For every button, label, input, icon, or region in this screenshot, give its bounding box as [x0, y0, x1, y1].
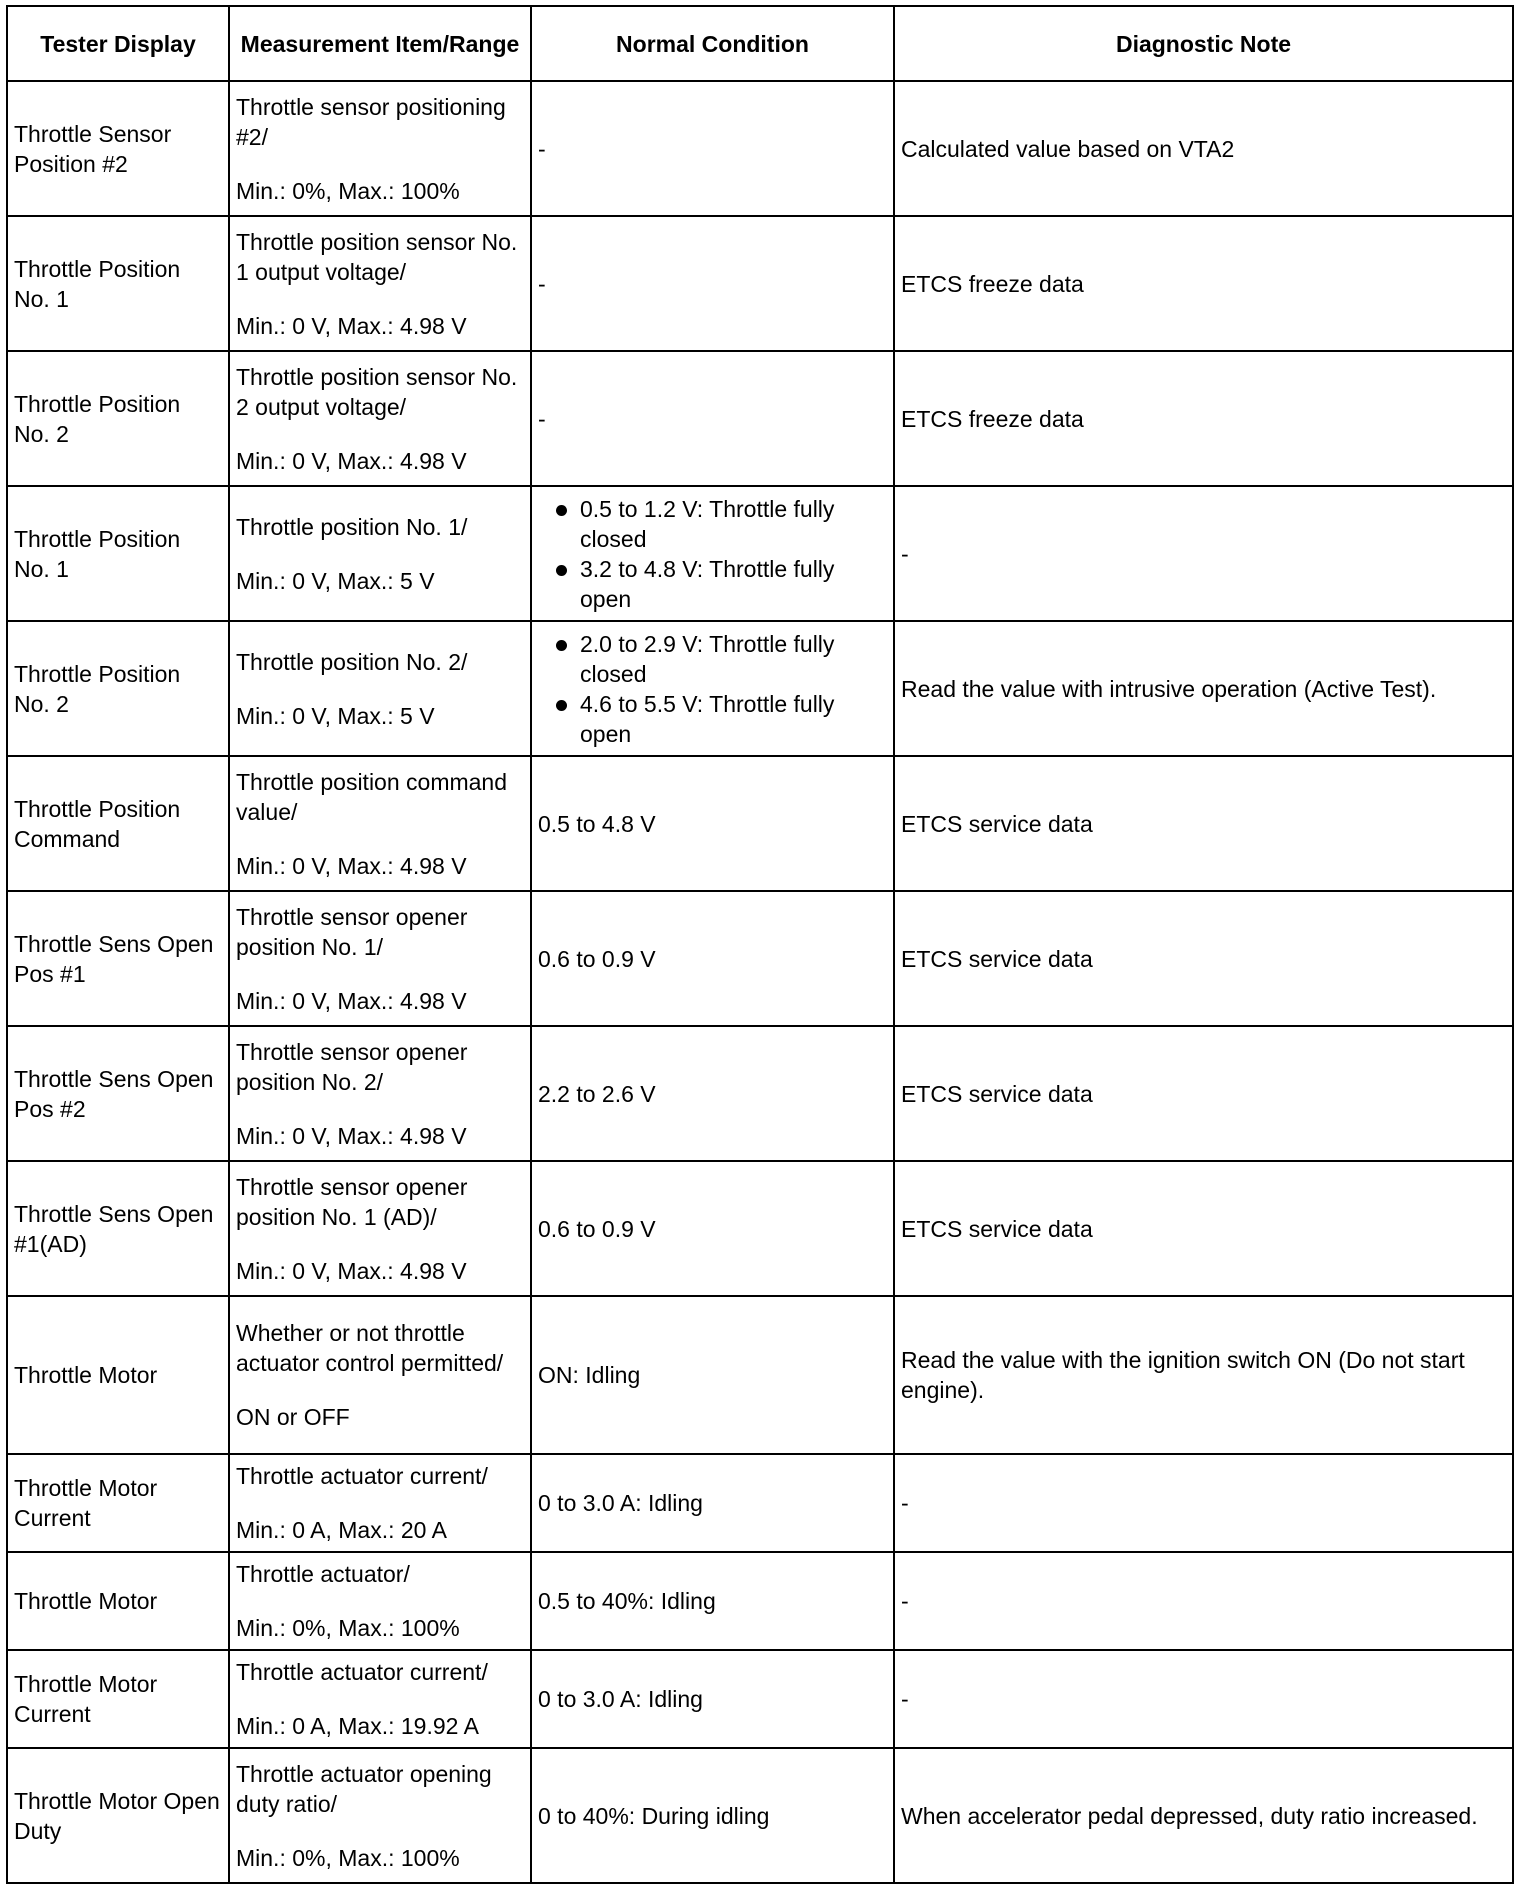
- normal-condition-cell: 0.6 to 0.9 V: [531, 1161, 894, 1296]
- diagnostic-note-cell: Read the value with intrusive operation (Active Test).: [894, 621, 1513, 756]
- measurement-range: Min.: 0%, Max.: 100%: [236, 1615, 460, 1641]
- normal-condition-cell: -: [531, 81, 894, 216]
- normal-condition-cell: -: [531, 351, 894, 486]
- diagnostic-note-cell: -: [894, 486, 1513, 621]
- table-row: [7, 1026, 1513, 1161]
- tester-display-cell: Throttle Position No. 1: [7, 486, 229, 621]
- table-row: [7, 1748, 1513, 1883]
- bullet-icon: [556, 505, 567, 516]
- normal-condition-cell: 2.2 to 2.6 V: [531, 1026, 894, 1161]
- measurement-cell: [229, 1296, 531, 1454]
- measurement-cell: [229, 351, 531, 486]
- measurement-range: ON or OFF: [236, 1404, 350, 1430]
- list-item: [532, 629, 893, 689]
- table-row: [7, 351, 1513, 486]
- table-row: [7, 81, 1513, 216]
- diagnostic-note-cell: ETCS service data: [894, 1161, 1513, 1296]
- measurement-item: Throttle actuator opening duty ratio/: [236, 1760, 492, 1817]
- header-row: [7, 6, 1513, 81]
- normal-condition-cell: [531, 621, 894, 756]
- tester-display-cell: Throttle Position No. 1: [7, 216, 229, 351]
- measurement-cell: [229, 486, 531, 621]
- measurement-range: Min.: 0 A, Max.: 19.92 A: [236, 1713, 479, 1739]
- measurement-cell: [229, 756, 531, 891]
- bullet-text: 4.6 to 5.5 V: Throttle fully open: [580, 690, 835, 747]
- table-row: [7, 1650, 1513, 1748]
- diagnostic-note-cell: ETCS service data: [894, 756, 1513, 891]
- diagnostic-note-cell: ETCS freeze data: [894, 351, 1513, 486]
- tester-display-cell: Throttle Position No. 2: [7, 621, 229, 756]
- diagnostic-note-cell: Calculated value based on VTA2: [894, 81, 1513, 216]
- measurement-cell: [229, 891, 531, 1026]
- measurement-range: Min.: 0%, Max.: 100%: [236, 1844, 460, 1871]
- measurement-item: Throttle position No. 2/: [236, 648, 468, 675]
- normal-condition-cell: 0.5 to 4.8 V: [531, 756, 894, 891]
- normal-condition-cell: ON: Idling: [531, 1296, 894, 1454]
- measurement-cell: [229, 1650, 531, 1748]
- table-row: [7, 1296, 1513, 1454]
- measurement-cell: [229, 1026, 531, 1161]
- header-normal-condition: Normal Condition: [531, 6, 894, 81]
- header-diagnostic-note: Diagnostic Note: [894, 6, 1513, 81]
- measurement-range: Min.: 0 V, Max.: 4.98 V: [236, 987, 467, 1014]
- data-table: [6, 5, 1514, 1884]
- diagnostic-note-cell: -: [894, 1552, 1513, 1650]
- bullet-icon: [556, 640, 567, 651]
- measurement-cell: [229, 81, 531, 216]
- normal-condition-list: [532, 629, 893, 749]
- measurement-item: Throttle sensor positioning #2/: [236, 93, 506, 150]
- tester-display-cell: Throttle Motor Current: [7, 1454, 229, 1552]
- bullet-text: 0.5 to 1.2 V: Throttle fully closed: [580, 495, 835, 552]
- measurement-cell: [229, 1748, 531, 1883]
- measurement-range: Min.: 0 V, Max.: 4.98 V: [236, 447, 467, 474]
- measurement-item: Whether or not throttle actuator control permitted/: [236, 1320, 504, 1376]
- bullet-icon: [556, 565, 567, 576]
- tester-display-cell: Throttle Position No. 2: [7, 351, 229, 486]
- table-row: [7, 1454, 1513, 1552]
- measurement-cell: [229, 1161, 531, 1296]
- diagnostic-note-cell: ETCS service data: [894, 891, 1513, 1026]
- header-tester-display: Tester Display: [7, 6, 229, 81]
- measurement-range: Min.: 0%, Max.: 100%: [236, 177, 460, 204]
- measurement-item: Throttle sensor opener position No. 1 (AD)/: [236, 1173, 468, 1230]
- tester-display-cell: Throttle Sens Open #1(AD): [7, 1161, 229, 1296]
- measurement-range: Min.: 0 V, Max.: 5 V: [236, 567, 435, 594]
- measurement-range: Min.: 0 V, Max.: 4.98 V: [236, 1257, 467, 1284]
- measurement-range: Min.: 0 V, Max.: 4.98 V: [236, 312, 467, 339]
- measurement-range: Min.: 0 V, Max.: 4.98 V: [236, 852, 467, 879]
- normal-condition-cell: 0 to 3.0 A: Idling: [531, 1650, 894, 1748]
- table-row: [7, 891, 1513, 1026]
- tester-display-cell: Throttle Sens Open Pos #2: [7, 1026, 229, 1161]
- tester-display-cell: Throttle Position Command: [7, 756, 229, 891]
- table-row: [7, 486, 1513, 621]
- table-row: [7, 756, 1513, 891]
- tester-display-cell: Throttle Motor: [7, 1552, 229, 1650]
- normal-condition-cell: 0 to 3.0 A: Idling: [531, 1454, 894, 1552]
- table-row: [7, 1552, 1513, 1650]
- tester-display-cell: Throttle Motor Current: [7, 1650, 229, 1748]
- bullet-icon: [556, 700, 567, 711]
- measurement-item: Throttle actuator current/: [236, 1463, 488, 1489]
- diagnostic-note-cell: Read the value with the ignition switch ON (Do not start engine).: [894, 1296, 1513, 1454]
- normal-condition-cell: -: [531, 216, 894, 351]
- measurement-range: Min.: 0 V, Max.: 4.98 V: [236, 1122, 467, 1149]
- measurement-range: Min.: 0 A, Max.: 20 A: [236, 1517, 447, 1543]
- bullet-text: 2.0 to 2.9 V: Throttle fully closed: [580, 630, 835, 687]
- measurement-item: Throttle position sensor No. 1 output voltage/: [236, 228, 518, 285]
- diagnostic-note-cell: ETCS service data: [894, 1026, 1513, 1161]
- diagnostic-note-cell: -: [894, 1454, 1513, 1552]
- table-row: [7, 216, 1513, 351]
- table-row: [7, 1161, 1513, 1296]
- measurement-cell: [229, 1454, 531, 1552]
- measurement-item: Throttle sensor opener position No. 1/: [236, 903, 468, 960]
- tester-display-cell: Throttle Motor: [7, 1296, 229, 1454]
- measurement-item: Throttle actuator current/: [236, 1659, 488, 1685]
- diagnostic-note-cell: -: [894, 1650, 1513, 1748]
- measurement-range: Min.: 0 V, Max.: 5 V: [236, 702, 435, 729]
- normal-condition-list: [532, 494, 893, 614]
- normal-condition-cell: 0 to 40%: During idling: [531, 1748, 894, 1883]
- measurement-item: Throttle actuator/: [236, 1561, 410, 1587]
- bullet-text: 3.2 to 4.8 V: Throttle fully open: [580, 555, 835, 612]
- tester-display-cell: Throttle Sensor Position #2: [7, 81, 229, 216]
- table-body: [7, 81, 1513, 1883]
- tester-display-cell: Throttle Sens Open Pos #1: [7, 891, 229, 1026]
- normal-condition-cell: [531, 486, 894, 621]
- diagnostic-note-cell: When accelerator pedal depressed, duty ratio increased.: [894, 1748, 1513, 1883]
- header-measurement: Measurement Item/Range: [229, 6, 531, 81]
- tester-display-cell: Throttle Motor Open Duty: [7, 1748, 229, 1883]
- list-item: [532, 689, 893, 749]
- measurement-cell: [229, 1552, 531, 1650]
- diagnostic-note-cell: ETCS freeze data: [894, 216, 1513, 351]
- list-item: [532, 494, 893, 554]
- table-row: [7, 621, 1513, 756]
- normal-condition-cell: 0.5 to 40%: Idling: [531, 1552, 894, 1650]
- table-header: [7, 6, 1513, 81]
- measurement-item: Throttle sensor opener position No. 2/: [236, 1038, 468, 1095]
- normal-condition-cell: 0.6 to 0.9 V: [531, 891, 894, 1026]
- measurement-cell: [229, 216, 531, 351]
- measurement-item: Throttle position sensor No. 2 output voltage/: [236, 363, 518, 420]
- measurement-item: Throttle position command value/: [236, 768, 508, 825]
- list-item: [532, 554, 893, 614]
- measurement-cell: [229, 621, 531, 756]
- measurement-item: Throttle position No. 1/: [236, 513, 468, 540]
